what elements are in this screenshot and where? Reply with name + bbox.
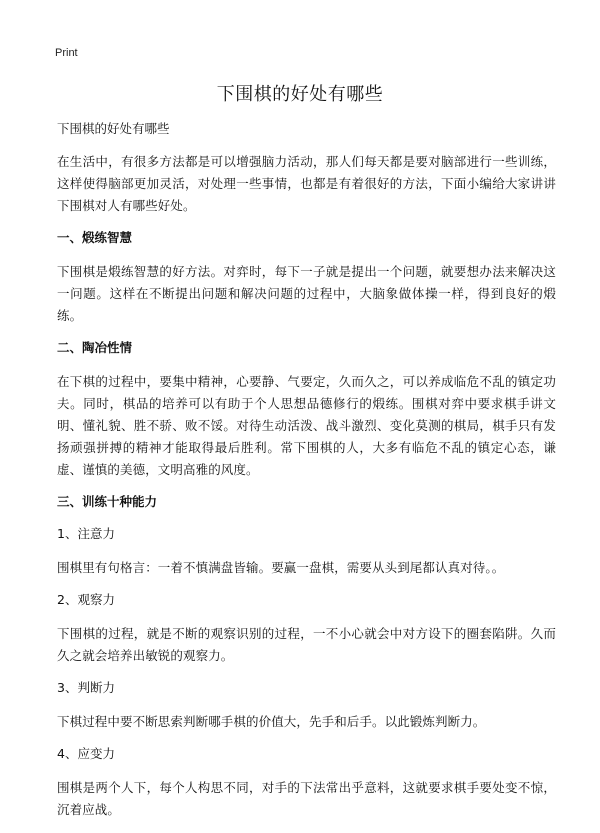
- article-subtitle: 下围棋的好处有哪些: [57, 121, 170, 136]
- section-body-wisdom: 下围棋是煅练智慧的好方法。对弈时，每下一子就是提出一个问题，就要想办法来解决这一问题。这样在不断提出问题和解决问题的过程中，大脑象做体操一样，得到良好的煅练。: [57, 264, 556, 323]
- ability-body-adaptability: 围棋是两个人下，每个人构思不同，对手的下法常出乎意料，这就要求棋手要处变不惊，沉着应战。: [57, 780, 556, 817]
- section-heading-abilities: 三、训练十种能力: [57, 494, 158, 509]
- section-heading-wisdom: 一、煅练智慧: [57, 230, 133, 245]
- ability-title-adaptability: 4、应变力: [57, 746, 115, 761]
- ability-title-judgment: 3、判断力: [57, 680, 115, 695]
- section-heading-temperament: 二、陶冶性情: [57, 340, 133, 355]
- section-body-temperament: 在下棋的过程中，要集中精神，心要静、气要定，久而久之，可以养成临危不乱的镇定功夫。同时，棋品的培养可以有助于个人思想品德修行的煅练。围棋对弈中要求棋手讲文明、懂礼貌、胜不骄、败不馁。对待生动活泼、战斗激烈、变化莫测的棋局，棋手只有发扬顽强拼搏的精神才能取得最后胜利。常下围棋的人，大多有临危不乱的镇定心态，谦虚、谨慎的美德，文明高雅的风度。: [57, 374, 556, 477]
- ability-body-observation: 下围棋的过程，就是不断的观察识别的过程，一不小心就会中对方设下的圈套陷阱。久而久之就会培养出敏锐的观察力。: [57, 626, 556, 663]
- print-link[interactable]: Print: [55, 47, 78, 59]
- ability-body-attention: 围棋里有句格言：一着不慎满盘皆输。要赢一盘棋，需要从头到尾都认真对待。。: [57, 560, 505, 575]
- intro-paragraph: 在生活中，有很多方法都是可以增强脑力活动，那人们每天都是要对脑部进行一些训练，这样使得脑部更加灵活，对处理一些事情，也都是有着很好的方法，下面小编给大家讲讲下围棋对人有哪些好处。: [57, 154, 556, 213]
- article-body: [57, 120, 556, 833]
- ability-title-attention: 1、注意力: [57, 526, 115, 541]
- ability-body-judgment: 下棋过程中要不断思索判断哪手棋的价值大，先手和后手。以此锻炼判断力。: [57, 714, 486, 729]
- ability-title-observation: 2、观察力: [57, 592, 115, 607]
- page-title: 下围棋的好处有哪些: [216, 84, 384, 105]
